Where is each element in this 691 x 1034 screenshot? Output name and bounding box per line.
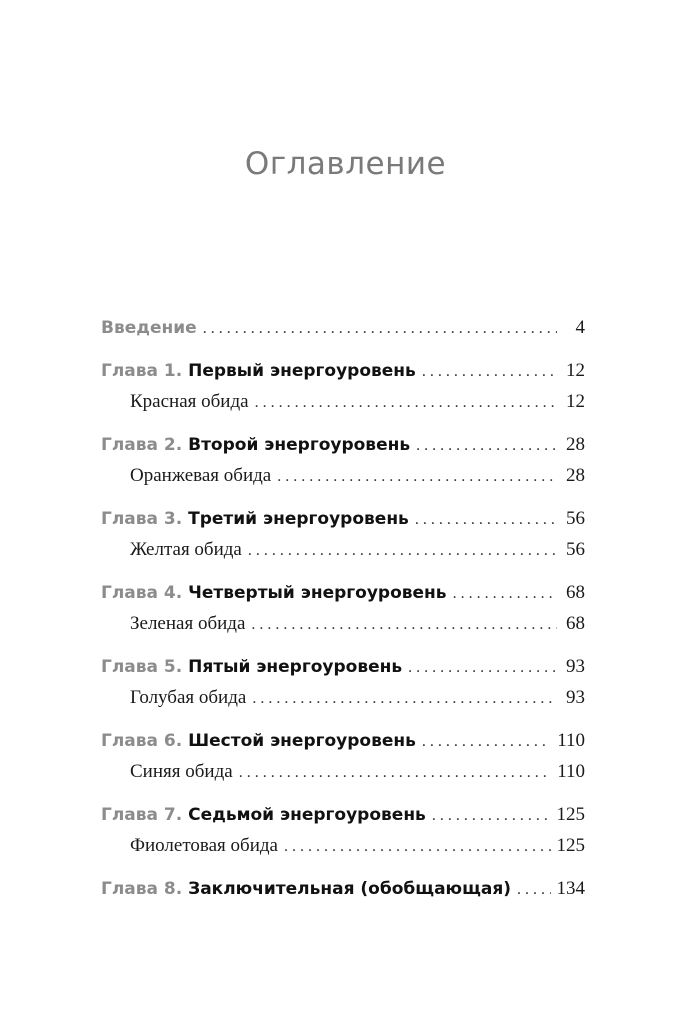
toc-page-number: 68	[566, 613, 585, 634]
toc-entry-subsection[interactable]	[101, 682, 585, 713]
toc-leader-dots	[239, 757, 552, 788]
toc-leader-dots	[248, 535, 557, 566]
toc-entry-chapter-1[interactable]	[101, 355, 585, 386]
toc-entry-subsection[interactable]	[101, 534, 585, 565]
toc-entry-subsection[interactable]	[101, 460, 585, 491]
toc-entry-label: Введение	[101, 318, 197, 338]
chapter-title: Пятый энергоуровень	[188, 657, 403, 677]
chapter-number: Глава 2.	[101, 435, 183, 455]
toc-entry-chapter-6[interactable]	[101, 725, 585, 756]
toc-leader-dots	[203, 313, 557, 344]
toc-page-number: 93	[566, 687, 585, 708]
chapter-number: Глава 7.	[101, 805, 183, 825]
chapter-title: Первый энергоуровень	[188, 361, 416, 381]
chapter-number: Глава 8.	[101, 879, 183, 899]
toc-leader-dots	[252, 683, 557, 714]
toc-leader-dots	[422, 356, 557, 387]
toc-leader-dots	[415, 504, 557, 535]
toc-entry-chapter-8[interactable]	[101, 873, 585, 904]
toc-page-number: 93	[566, 656, 585, 677]
toc-chapter-label	[101, 504, 409, 535]
subsection-title: Синяя обида	[130, 761, 233, 782]
table-of-contents	[101, 312, 585, 904]
toc-chapter-label	[101, 356, 416, 387]
toc-page-number: 12	[566, 360, 585, 381]
toc-page-number: 134	[556, 878, 585, 899]
toc-page-number: 125	[556, 804, 585, 825]
toc-leader-dots	[422, 726, 551, 757]
toc-leader-dots	[284, 831, 551, 862]
toc-entry-chapter-5[interactable]	[101, 651, 585, 682]
subsection-title: Желтая обида	[130, 539, 242, 560]
page-title: Оглавление	[244, 146, 447, 182]
toc-entry-subsection[interactable]	[101, 830, 585, 861]
toc-leader-dots	[416, 430, 557, 461]
toc-leader-dots	[453, 578, 557, 609]
subsection-title: Оранжевая обида	[130, 465, 272, 486]
toc-entry-subsection[interactable]	[101, 608, 585, 639]
toc-entry-chapter-7[interactable]	[101, 799, 585, 830]
chapter-number: Глава 5.	[101, 657, 183, 677]
toc-entry-subsection[interactable]	[101, 756, 585, 787]
toc-leader-dots	[517, 874, 550, 905]
toc-page-number: 68	[566, 582, 585, 603]
chapter-title: Второй энергоуровень	[188, 435, 411, 455]
toc-page-number: 28	[566, 434, 585, 455]
toc-entry-chapter-3[interactable]	[101, 503, 585, 534]
toc-page-number: 56	[566, 539, 585, 560]
toc-chapter-label	[101, 652, 402, 683]
chapter-number: Глава 1.	[101, 361, 183, 381]
toc-chapter-label	[101, 726, 416, 757]
toc-chapter-label	[101, 800, 426, 831]
toc-chapter-label	[101, 874, 511, 905]
toc-leader-dots	[277, 461, 557, 492]
toc-entry-chapter-2[interactable]	[101, 429, 585, 460]
chapter-number: Глава 4.	[101, 583, 183, 603]
toc-page-number: 125	[556, 835, 585, 856]
toc-leader-dots	[255, 387, 557, 418]
toc-page-number: 56	[566, 508, 585, 529]
chapter-title: Седьмой энергоуровень	[188, 805, 426, 825]
chapter-title: Шестой энергоуровень	[188, 731, 416, 751]
toc-page-number: 4	[575, 317, 585, 338]
chapter-title: Заключительная (обобщающая)	[188, 879, 512, 899]
chapter-title: Четвертый энергоуровень	[188, 583, 447, 603]
toc-chapter-label	[101, 578, 447, 609]
chapter-title: Третий энергоуровень	[188, 509, 409, 529]
toc-page-number: 28	[566, 465, 585, 486]
toc-chapter-label	[101, 430, 410, 461]
subsection-title: Голубая обида	[130, 687, 247, 708]
toc-page-number: 12	[566, 391, 585, 412]
toc-page-number: 110	[557, 761, 585, 782]
toc-entry-subsection[interactable]	[101, 386, 585, 417]
toc-leader-dots	[408, 652, 557, 683]
toc-entry-chapter-4[interactable]	[101, 577, 585, 608]
subsection-title: Красная обида	[130, 391, 249, 412]
chapter-number: Глава 3.	[101, 509, 183, 529]
subsection-title: Фиолетовая обида	[130, 835, 278, 856]
toc-entry-intro[interactable]	[101, 312, 585, 343]
toc-leader-dots	[432, 800, 551, 831]
subsection-title: Зеленая обида	[130, 613, 246, 634]
toc-page-number: 110	[557, 730, 585, 751]
toc-leader-dots	[251, 609, 557, 640]
chapter-number: Глава 6.	[101, 731, 183, 751]
